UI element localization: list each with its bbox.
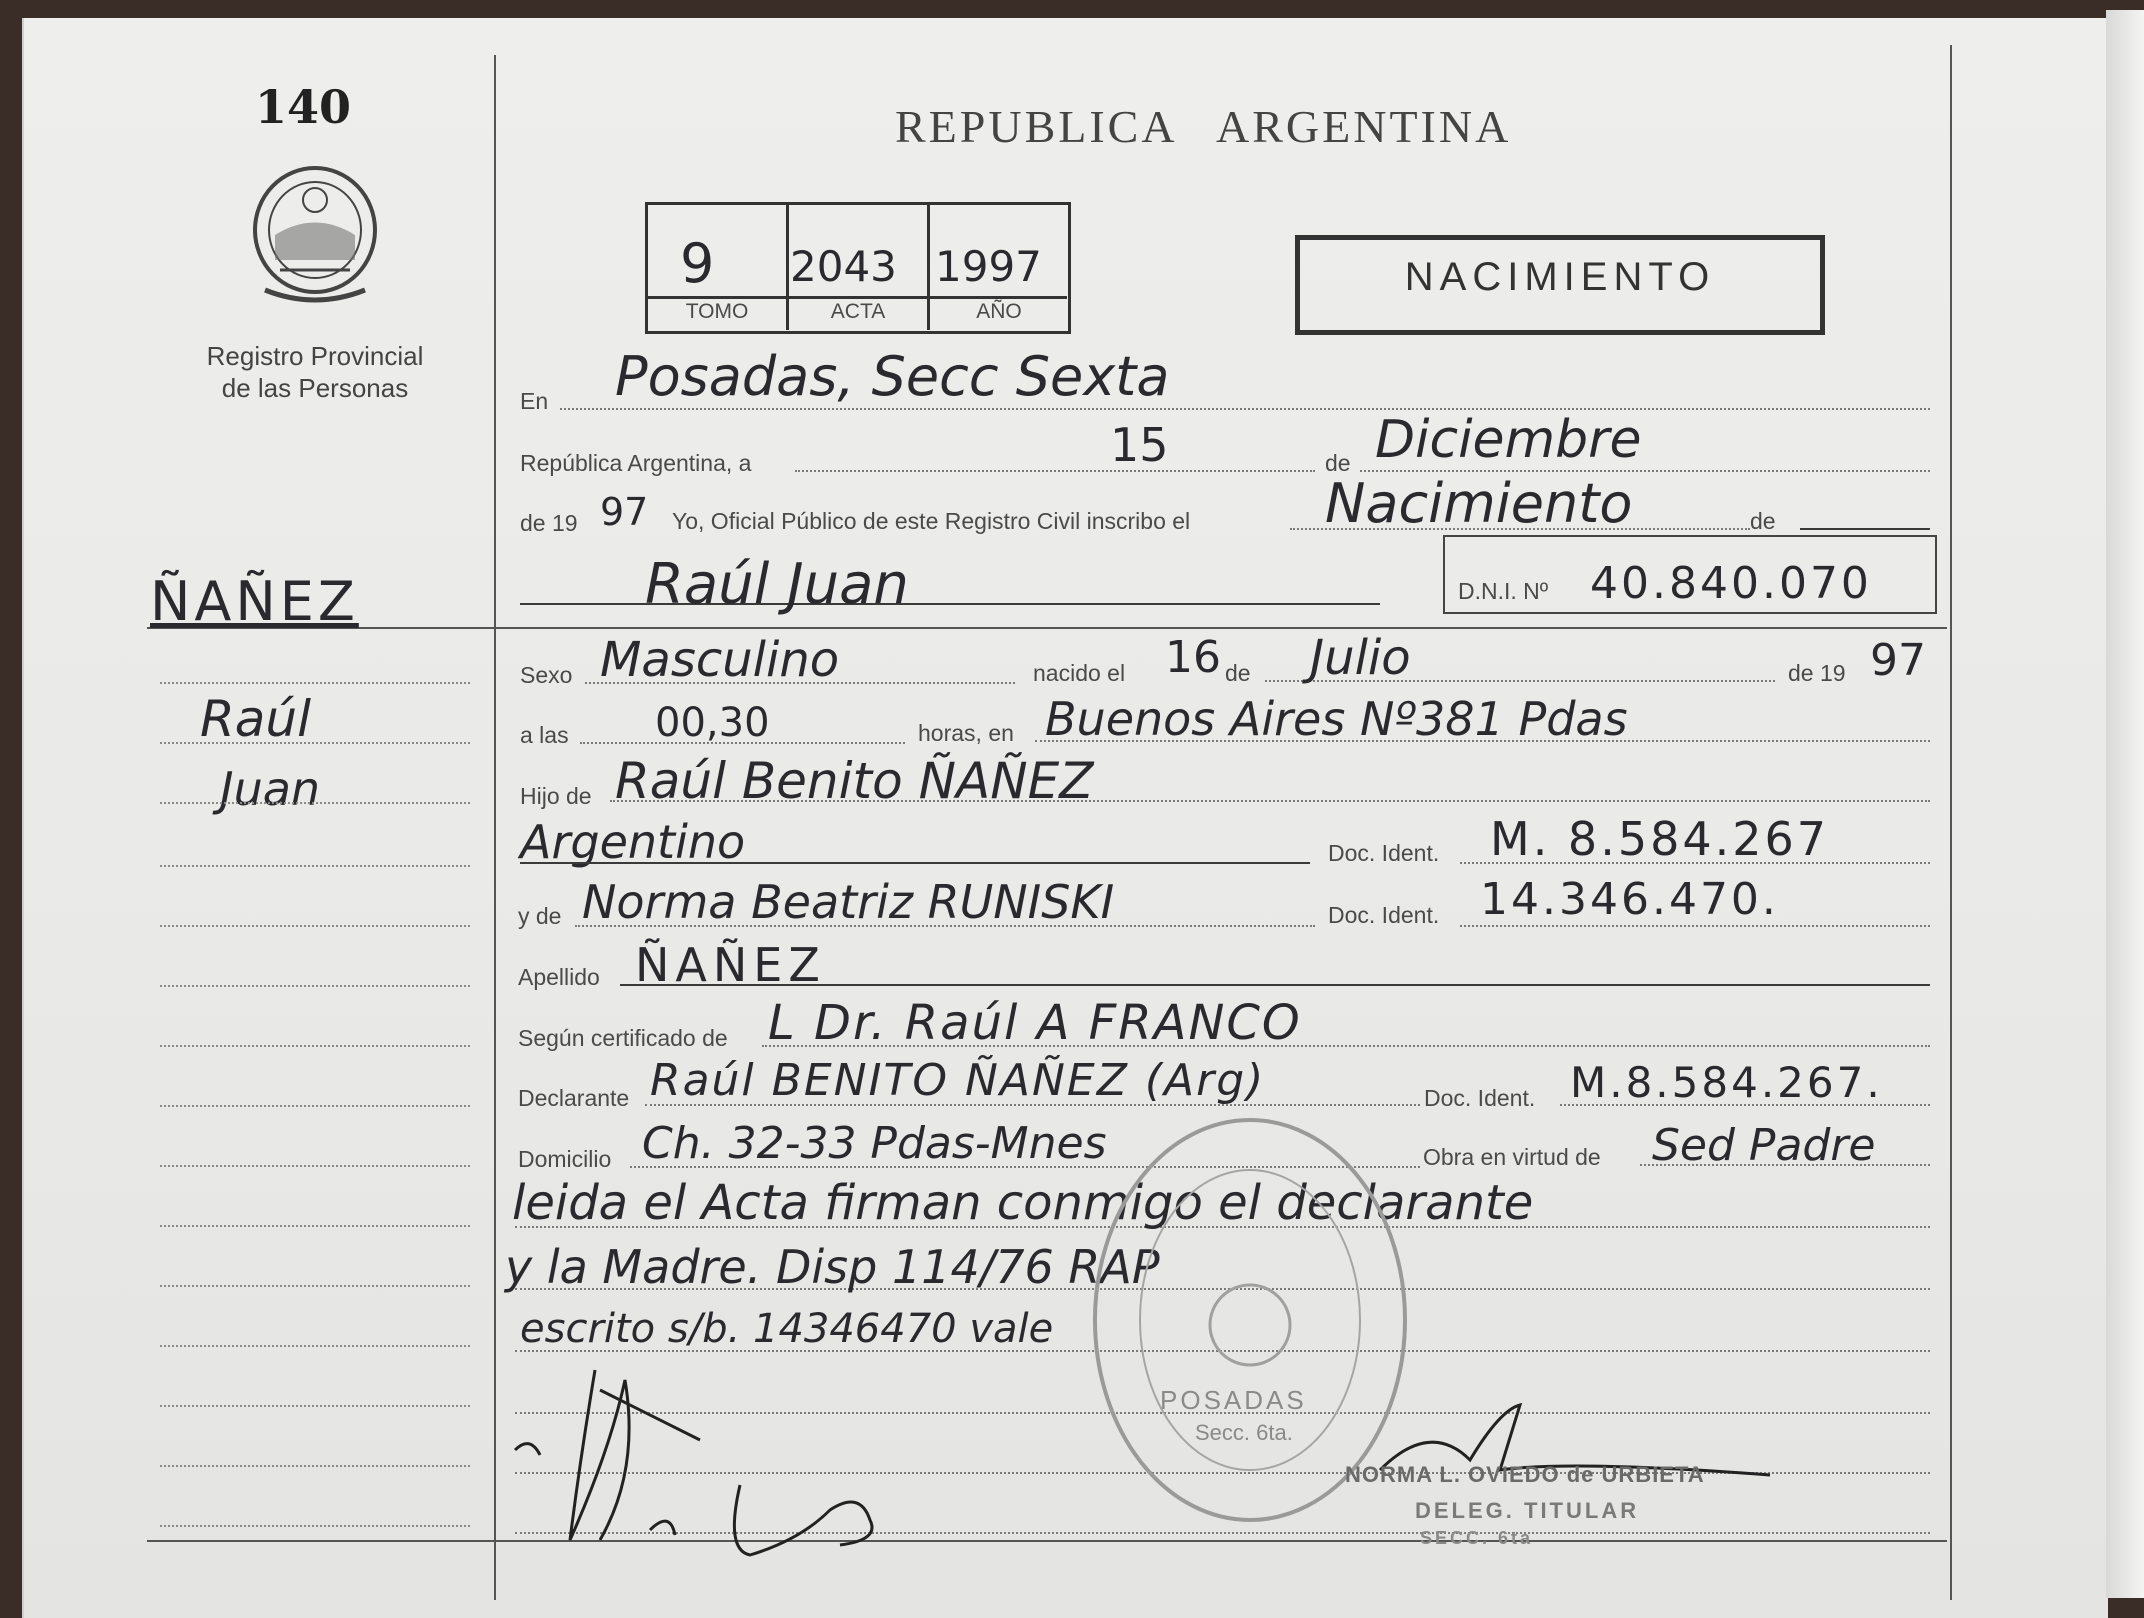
- de-line: [1800, 528, 1930, 530]
- dni-value: 40.840.070: [1590, 558, 1872, 609]
- notes-line-1: leida el Acta firman conmigo el declarante: [512, 1175, 1534, 1231]
- nacido-label: nacido el: [1033, 660, 1126, 686]
- obra-label: Obra en virtud de: [1423, 1144, 1601, 1170]
- de-label: de: [1325, 450, 1351, 476]
- doc-label-3: Doc. Ident.: [1424, 1085, 1536, 1111]
- column-divider-right: [1950, 45, 1952, 1600]
- birth-year: 97: [1870, 635, 1926, 686]
- place-value: Buenos Aires Nº381 Pdas: [1045, 692, 1628, 746]
- segun-value: L Dr. Raúl A FRANCO: [768, 995, 1302, 1051]
- sidebar-middle-name: Juan: [220, 762, 321, 816]
- doc-label-2: Doc. Ident.: [1328, 902, 1440, 928]
- oficial-label: Yo, Oficial Público de este Registro Civil inscribo el: [672, 508, 1191, 534]
- father-doc: M. 8.584.267: [1490, 812, 1830, 866]
- year-value: 97: [600, 490, 649, 534]
- anio-value: 1997: [935, 242, 1042, 291]
- sidebar-rule: [160, 1105, 470, 1107]
- tomo-label: TOMO: [685, 300, 749, 323]
- sidebar-surname: ÑAÑEZ: [150, 570, 359, 633]
- signature-declarant-icon: [500, 1340, 1020, 1590]
- sidebar-rule: [160, 1165, 470, 1167]
- section-divider: [147, 627, 1947, 629]
- sidebar-rule: [160, 1225, 470, 1227]
- official-title: DELEG. TITULAR: [1415, 1498, 1640, 1523]
- sidebar-rule: [160, 1045, 470, 1047]
- name-value: Raúl Juan: [645, 552, 909, 617]
- father-nationality: Argentino: [520, 815, 746, 869]
- sidebar-first-name: Raúl: [200, 690, 311, 748]
- birth-month: Julio: [1310, 630, 1411, 686]
- signature-official-icon: [1370, 1400, 1790, 1510]
- horas-label: horas, en: [918, 720, 1014, 746]
- de-label-2: de: [1750, 508, 1776, 534]
- nationality-line: [520, 862, 1310, 864]
- republic-title: REPUBLICA ARGENTINA: [895, 101, 1512, 152]
- hijo-label: Hijo de: [520, 783, 592, 809]
- sidebar-rule: [160, 1285, 470, 1287]
- sidebar-rule: [160, 802, 470, 804]
- stamp-city: POSADAS: [1160, 1385, 1307, 1415]
- mother-doc: 14.346.470.: [1480, 874, 1779, 925]
- declarante-value: Raúl BENITO ÑAÑEZ (Arg): [650, 1055, 1266, 1106]
- doc-label: Doc. Ident.: [1328, 840, 1440, 866]
- mother-value: Norma Beatriz RUNISKI: [582, 875, 1115, 929]
- sidebar-rule: [160, 742, 470, 744]
- sidebar-rule: [160, 985, 470, 987]
- yde-label: y de: [518, 903, 562, 929]
- acta-label: ACTA: [830, 300, 886, 323]
- column-divider-left: [494, 55, 496, 1600]
- alas-label: a las: [520, 722, 569, 748]
- apellido-label: Apellido: [518, 964, 600, 990]
- domicilio-value: Ch. 32-33 Pdas-Mnes: [642, 1118, 1107, 1169]
- segun-label: Según certificado de: [518, 1025, 728, 1051]
- page-number: 140: [255, 80, 352, 134]
- father-value: Raúl Benito ÑAÑEZ: [615, 752, 1094, 810]
- tomo-value: 9: [680, 232, 715, 295]
- domicilio-label: Domicilio: [518, 1146, 612, 1172]
- declarante-doc: M.8.584.267.: [1570, 1058, 1883, 1107]
- province-emblem-icon: [245, 150, 385, 310]
- sidebar-rule: [160, 1525, 470, 1527]
- sexo-label: Sexo: [520, 662, 573, 688]
- sidebar-rule: [160, 925, 470, 927]
- record-box-divider: [647, 296, 1067, 299]
- obra-value: Sed Padre: [1652, 1120, 1876, 1171]
- sidebar-rule: [160, 682, 470, 684]
- official-name: NORMA L. OVIEDO de URBIETA: [1345, 1462, 1705, 1487]
- sidebar-rule: [160, 1465, 470, 1467]
- anio-label: AÑO: [976, 300, 1022, 323]
- certificate-type: NACIMIENTO: [1404, 255, 1716, 299]
- stamp-section: Secc. 6ta.: [1195, 1420, 1293, 1445]
- apellido-value: ÑAÑEZ: [635, 938, 826, 992]
- day-value: 15: [1110, 418, 1169, 472]
- en-line: [560, 408, 1930, 410]
- republica-label: República Argentina, a: [520, 450, 752, 476]
- de19-label-2: de 19: [1788, 660, 1846, 686]
- official-seal: SECC. 6ta: [1420, 1528, 1534, 1548]
- mother-doc-line: [1460, 925, 1930, 927]
- declarante-label: Declarante: [518, 1085, 630, 1111]
- page-edge: [2106, 10, 2144, 1598]
- de-label-3: de: [1225, 660, 1251, 686]
- registry-title: Registro Provincial de las Personas: [206, 341, 424, 403]
- en-value: Posadas, Secc Sexta: [615, 345, 1170, 408]
- day-line: [795, 470, 1315, 472]
- en-label: En: [520, 388, 549, 414]
- birth-day: 16: [1165, 632, 1221, 683]
- sidebar-rule: [160, 1405, 470, 1407]
- de19-label: de 19: [520, 510, 578, 536]
- month-value: Diciembre: [1375, 410, 1642, 470]
- sexo-value: Masculino: [600, 632, 840, 688]
- inscribo-value: Nacimiento: [1325, 472, 1633, 535]
- dni-label: D.N.I. Nº: [1458, 578, 1549, 604]
- notes-line-2: y la Madre. Disp 114/76 RAP: [505, 1240, 1160, 1294]
- sidebar-rule: [160, 865, 470, 867]
- hour-value: 00,30: [655, 700, 770, 746]
- notes-line-3: escrito s/b. 14346470 vale: [520, 1306, 1054, 1352]
- acta-value: 2043: [790, 242, 897, 291]
- bottom-rule: [147, 1540, 1947, 1542]
- sidebar-rule: [160, 1345, 470, 1347]
